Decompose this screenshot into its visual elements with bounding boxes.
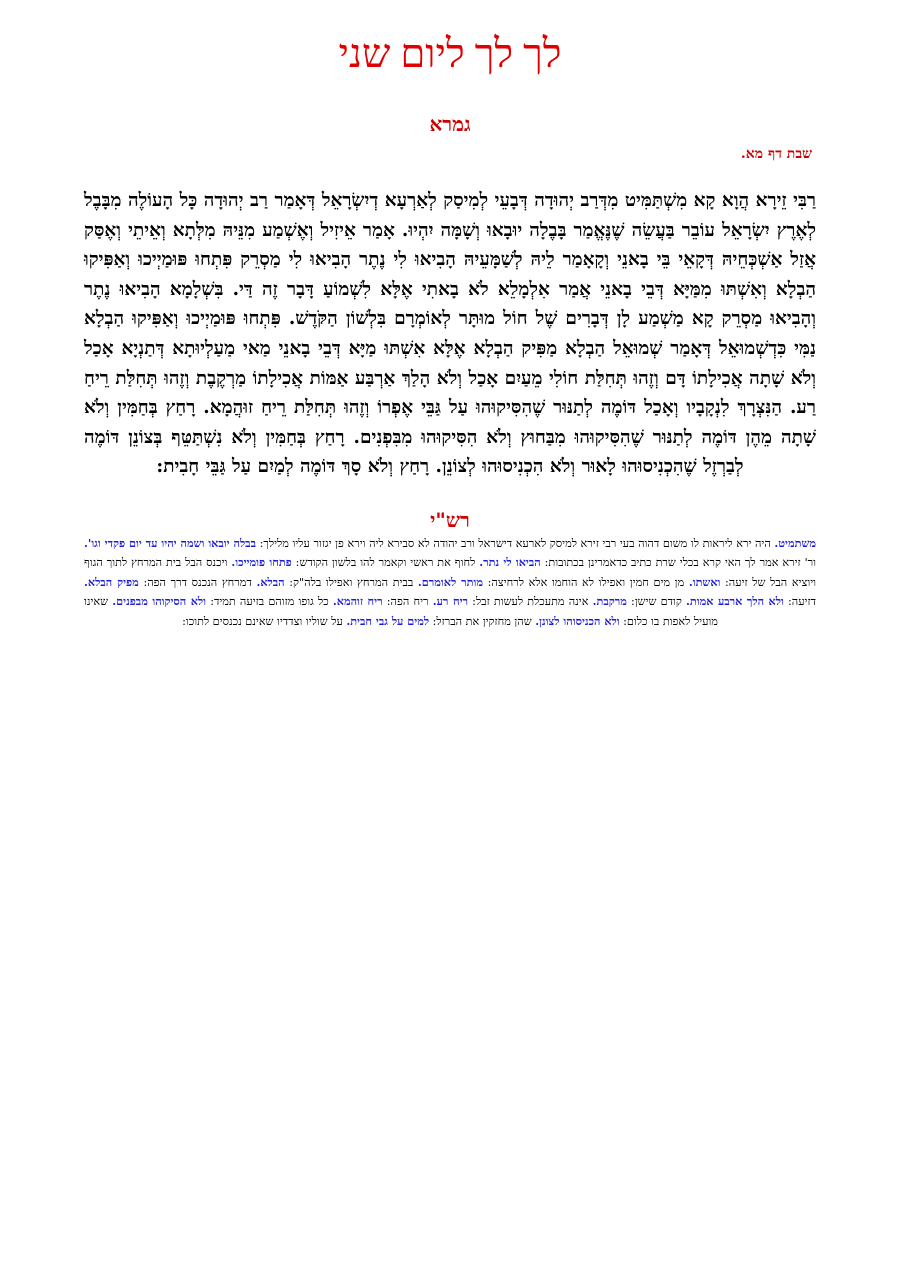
- rashi-dibur-hamatchil: למים על גבי חבית.: [346, 613, 430, 628]
- rashi-entry: [182, 615, 429, 628]
- rashi-text: [84, 534, 816, 631]
- rashi-entry: [256, 537, 816, 550]
- rashi-entry: [627, 595, 784, 608]
- rashi-entry: [206, 595, 383, 608]
- rashi-dibur-hamatchil: מפיק הבלא.: [84, 574, 139, 589]
- rashi-comment: דמרחץ הנכנס דרך הפה:: [138, 575, 257, 589]
- rashi-comment: בבית המרחץ ואפילו בלה"ק:: [284, 575, 418, 589]
- gemara-heading: גמרא: [429, 112, 471, 136]
- rashi-heading: רש"י: [430, 508, 470, 532]
- rashi-comment: שהן מחזקין את הברזל:: [429, 614, 536, 628]
- rashi-entry: [483, 576, 720, 589]
- source-reference: שבת דף מא.: [740, 146, 812, 162]
- rashi-entry: [139, 576, 285, 589]
- rashi-comment: ור' זירא אמר לך האי קרא בכלי שרת כתיב כדאמרינן בכתובות:: [540, 556, 817, 570]
- rashi-comment: קודם שישן:: [626, 595, 687, 609]
- rashi-comment: לחוף את ראשי וקאמר להו בלשון הקודש:: [291, 556, 480, 570]
- rashi-comment: ויכנס הבל בית המרחץ לתוך הגוף ויוציא הבל של זיעה:: [84, 556, 816, 589]
- rashi-comment: כל גופו מזוהם בזיעה תמיד:: [206, 595, 333, 609]
- rashi-entry: [292, 556, 541, 569]
- rashi-dibur-hamatchil: מותר לאומרם.: [417, 574, 483, 589]
- rashi-dibur-hamatchil: ריח זוהמא.: [332, 594, 383, 609]
- rashi-dibur-hamatchil: ולא הכניסוהו לצונן.: [535, 613, 620, 628]
- rashi-comment: ריח הפה:: [382, 595, 433, 609]
- rashi-dibur-hamatchil: הביאו לי נתר.: [479, 555, 541, 570]
- rashi-dibur-hamatchil: מרקבת.: [592, 594, 627, 609]
- rashi-entry: [285, 576, 483, 589]
- page-title: לך לך ליום שני: [338, 31, 562, 76]
- rashi-dibur-hamatchil: בבלה יובאו ושמה יהיו עד יום פקדי וגו'.: [84, 536, 256, 550]
- rashi-dibur-hamatchil: ולא הסיקוהו מבפנים.: [112, 594, 207, 609]
- rashi-comment: אינה מתעכלת לעשות זבל:: [468, 595, 593, 609]
- rashi-dibur-hamatchil: פתחו פומייכו.: [231, 555, 292, 570]
- rashi-comment: על שוליו וצדדיו שאינם נכנסים לתוכו:: [182, 614, 347, 628]
- rashi-entry: [468, 595, 627, 608]
- rashi-dibur-hamatchil: הבלא.: [256, 574, 285, 589]
- rashi-entry: [383, 595, 468, 608]
- rashi-dibur-hamatchil: ולא הלך ארבע אמות.: [686, 594, 784, 609]
- rashi-dibur-hamatchil: ואשתו.: [688, 574, 721, 589]
- rashi-dibur-hamatchil: ריח רע.: [432, 594, 468, 609]
- rashi-comment: שאינו מועיל לאפות בו כלום:: [84, 595, 718, 628]
- rashi-entry: [429, 615, 620, 628]
- rashi-comment: היה ירא ליראות לו משום דהוה בעי רבי זירא למיסק לארעא דישראל ורב יהודה לא סבירא ליה וירא פן יגזור עליו מלילך:: [255, 537, 775, 550]
- gemara-text: רַבִּי זֵירָא הֲוָא קָא מִשְׁתַּמִּיט מִדְּרַב יְהוּדָה דְּבָעֵי לְמִיסַק לְאַרְעָא דְיִשְׂרָאֵל דְּאָמַר רַב יְהוּדָה כָּל הָעוֹלֶה מִבָּבֶל לְאֶרֶץ יִשְׂרָאֵל עוֹבֵר בַּעֲשֵׂה שֶׁנֶּאֱמַר בָּבֶלָה יוּבָאוּ וְשָׁמָּה יִהְיוּ. אָמַר אֵיזִיל וְאֶשְׁמַע מִנֵּיהּ מִלְּתָא וְאֵיתֵי וְאֶסַּק אֲזַל אַשְׁכְּחֵיהּ דְּקָאֵי בֵּי בָאנֵי וְקָאָמַר לֵיהּ לְשַׁמָּעֵיהּ הָבִיאוּ לִי נֶתֶר הָבִיאוּ לִי מַסְרֵק פִּתְחוּ פּוּמַיְיכוּ וְאַפִּיקוּ הַבְלָא וְאִשְׁתּוּ מִמַּיָּא דְּבֵי בָאנֵי אֲמַר אִלְמָלֵא לֹא בָאתִי אֶלָּא לִשְׁמוֹעַ דָּבָר זֶה דַּי. בִּשְׁלָמָא הָבִיאוּ נֶתֶר וְהָבִיאוּ מַסְרֵק קָא מַשְׁמַע לָן דְּבָרִים שֶׁל חוֹל מוּתָּר לְאוֹמְרָם בִּלְשׁוֹן הַקֹּדֶשׁ. פִּתְחוּ פּוּמַיְיכוּ וְאַפִּיקוּ הַבְלָא נַמִּי כִּדְשְׁמוּאֵל דְּאָמַר שְׁמוּאֵל הַבְלָא מַפִּיק הַבְלָא אֶלָּא אִשְׁתּוּ מַיָּא דְּבֵי בָאנֵי מַאי מַעַלְיוּתָא דְּתַנְיָא אָכַל וְלֹא שָׁתָה אֲכִילָתוֹ דָּם וְזֶהוּ תְּחִלַּת חוֹלִי מֵעַיִם אָכַל וְלֹא הָלַךְ אַרְבַּע אַמּוֹת אֲכִילָתוֹ מַרְקֶבֶת וְזֶהוּ תְּחִלַּת רֵיחַ רַע. הַנִּצְרָךְ לִנְקָבָיו וְאָכַל דּוֹמֶה לְתַנּוּר שֶׁהִסִּיקוּהוּ עַל גַּבֵּי אֶפְרוֹ וְזֶהוּ תְּחִלַּת רֵיחַ זוּהֲמָא. רָחַץ בְּחַמִּין וְלֹא שָׁתָה מֵהֶן דּוֹמֶה לְתַנּוּר שֶׁהִסִּיקוּהוּ מִבַּחוּץ וְלֹא הִסִּיקוּהוּ מִבִּפְנִים. רָחַץ בְּחַמִּין וְלֹא נִשְׁתַּטֵּף בְּצוֹנֵן דּוֹמֶה לְבַרְזֶל שֶׁהִכְנִיסוּהוּ לָאוּר וְלֹא הִכְנִיסוּהוּ לְצוֹנֵן. רָחַץ וְלֹא סָךְ דּוֹמֶה לְמַיִם עַל גַּבֵּי חָבִית:: [84, 190, 816, 478]
- rashi-dibur-hamatchil: משתמיט.: [774, 536, 816, 550]
- rashi-comment: מן מים חמין ואפילו לא הוחמו אלא לרחיצה:: [482, 575, 689, 589]
- rashi-comment: דזיעה:: [783, 595, 816, 609]
